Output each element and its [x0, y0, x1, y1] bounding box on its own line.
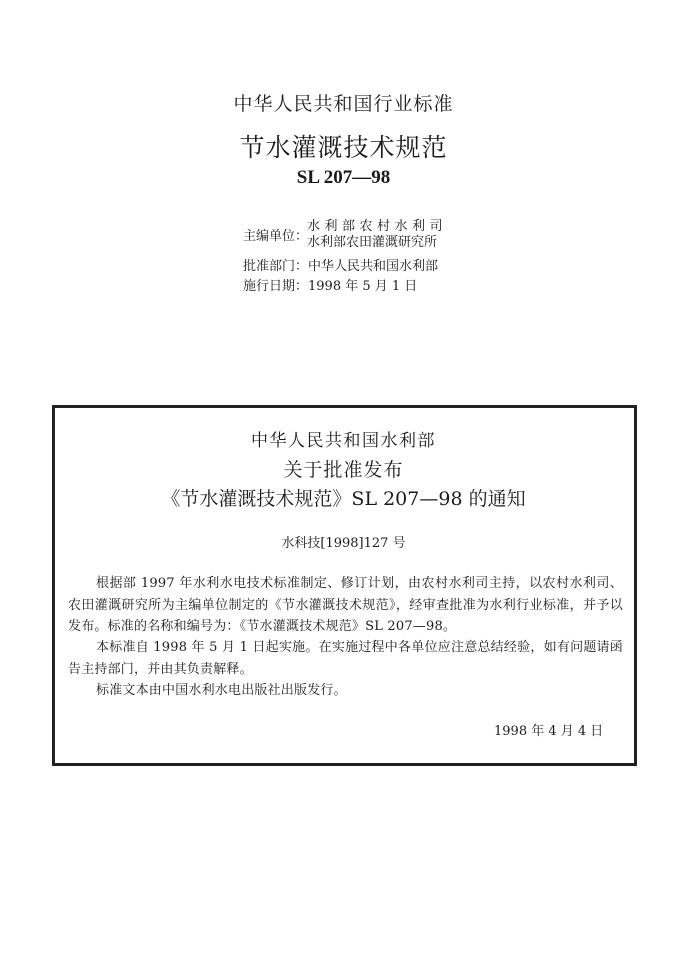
- editor-label: 主编单位：: [243, 229, 309, 244]
- editor-unit-1: 水利部农村水利司: [307, 219, 448, 234]
- editor-unit-2: 水利部农田灌溉研究所: [307, 235, 438, 250]
- notice-paragraph-1: 根据部 1997 年水利水电技术标准制定、修订计划，由农村水利司主持，以农村水利司、农田灌溉研究所为主编单位制定的《节水灌溉技术规范》，经审查批准为水利行业标准，并予以发布。标准的名称和编号为：《节水灌溉技术规范》SL 207—98。: [68, 576, 623, 634]
- notice-document-number: 水科技[1998]127 号: [281, 536, 406, 551]
- standard-code: SL 207—98: [296, 167, 391, 188]
- effective-date-value: 1998 年 5 月 1 日: [308, 279, 418, 294]
- standard-type: 中华人民共和国行业标准: [233, 93, 454, 115]
- approver-line: [243, 259, 438, 275]
- notice-title-line-1: 关于批准发布: [283, 459, 404, 481]
- approver-label: 批准部门：: [243, 259, 309, 274]
- document-title: 节水灌溉技术规范: [239, 133, 448, 162]
- effective-date-line: [243, 279, 417, 295]
- notice-paragraph-2: 本标准自 1998 年 5 月 1 日起实施。在实施过程中各单位应注意总结经验，如有问题请函告主持部门，并由其负责解释。: [68, 640, 623, 677]
- notice-paragraph-3: 标准文本由中国水利水电出版社出版发行。: [96, 683, 347, 698]
- approver-value: 中华人民共和国水利部: [308, 259, 439, 274]
- notice-date: 1998 年 4 月 4 日: [494, 724, 604, 739]
- notice-issuer: 中华人民共和国水利部: [251, 431, 436, 451]
- effective-date-label: 施行日期：: [243, 279, 309, 294]
- notice-title-line-2: 《节水灌溉技术规范》SL 207—98 的通知: [161, 488, 526, 510]
